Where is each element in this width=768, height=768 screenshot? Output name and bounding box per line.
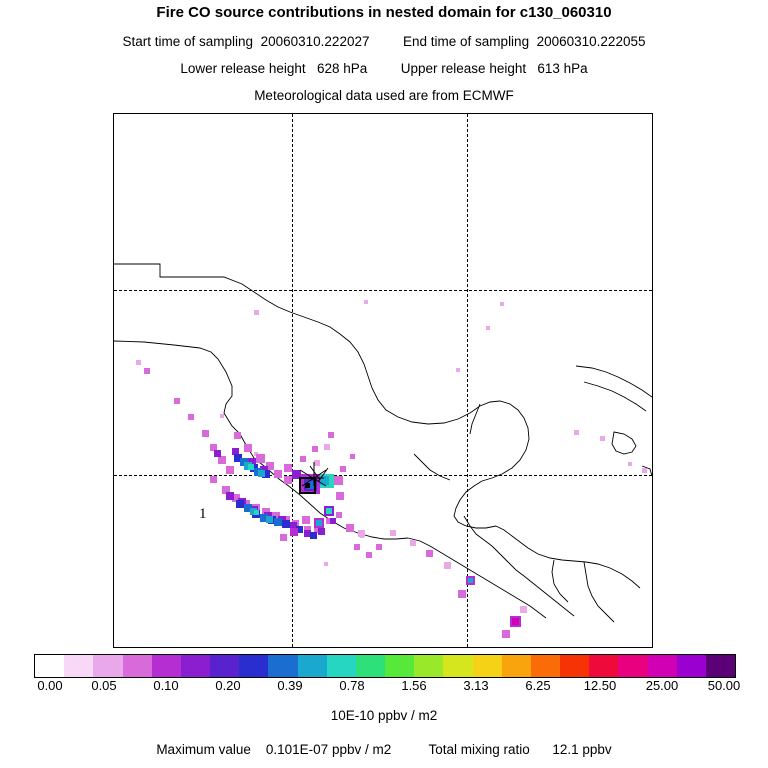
page-title: Fire CO source contributions in nested domain for c130_060310 — [156, 4, 612, 21]
colorbar-swatch — [123, 655, 152, 677]
colorbar-tick: 0.39 — [277, 678, 303, 693]
colorbar-swatch — [618, 655, 647, 677]
colorbar — [34, 654, 736, 678]
colorbar-tick: 0.20 — [215, 678, 241, 693]
colorbar-swatch — [443, 655, 472, 677]
end-time-value: 20060310.222055 — [536, 34, 646, 49]
colorbar-swatch — [210, 655, 239, 677]
start-time-value: 20060310.222027 — [260, 34, 370, 49]
footer-stats — [0, 742, 768, 757]
colorbar-unit-label: 10E-10 ppbv / m2 — [330, 708, 438, 723]
colorbar-swatch — [181, 655, 210, 677]
maximum-value: 0.101E-07 ppbv / m2 — [265, 742, 392, 757]
colorbar-swatch — [64, 655, 93, 677]
release-location-marker — [299, 477, 316, 494]
colorbar-swatch — [152, 655, 181, 677]
colorbar-tick: 1.56 — [401, 678, 427, 693]
colorbar-tick: 3.13 — [463, 678, 489, 693]
maximum-value-label: Maximum value — [156, 742, 251, 757]
colorbar-tick: 0.10 — [153, 678, 179, 693]
colorbar-swatch — [473, 655, 502, 677]
map-annotation-1: 1 — [199, 506, 207, 522]
colorbar-swatch — [560, 655, 589, 677]
start-time-label: Start time of sampling — [122, 34, 254, 49]
colorbar-tick-labels — [0, 678, 768, 694]
colorbar-swatch — [414, 655, 443, 677]
colorbar-tick: 25.00 — [645, 678, 679, 693]
colorbar-tick: 0.00 — [37, 678, 63, 693]
colorbar-swatch — [706, 655, 735, 677]
colorbar-tick: 0.78 — [339, 678, 365, 693]
colorbar-tick: 6.25 — [525, 678, 551, 693]
colorbar-swatch — [356, 655, 385, 677]
colorbar-swatch — [298, 655, 327, 677]
colorbar-swatch — [531, 655, 560, 677]
upper-release-value: 613 hPa — [537, 61, 588, 76]
fire-contribution-pixels — [136, 300, 647, 638]
colorbar-tick: 12.50 — [583, 678, 617, 693]
sampling-time-line — [0, 34, 768, 49]
total-mixing-ratio-value: 12.1 ppbv — [552, 742, 612, 757]
colorbar-swatch — [35, 655, 64, 677]
colorbar-swatch — [648, 655, 677, 677]
map-panel — [113, 113, 653, 648]
colorbar-tick: 50.00 — [707, 678, 741, 693]
release-height-line — [0, 61, 768, 76]
meteo-source-line: Meteorological data used are from ECMWF — [254, 88, 514, 103]
colorbar-swatch — [327, 655, 356, 677]
upper-release-label: Upper release height — [400, 61, 527, 76]
colorbar-swatch — [589, 655, 618, 677]
lower-release-label: Lower release height — [180, 61, 306, 76]
total-mixing-ratio-label: Total mixing ratio — [428, 742, 530, 757]
end-time-label: End time of sampling — [403, 34, 530, 49]
colorbar-swatch — [385, 655, 414, 677]
colorbar-swatch — [268, 655, 297, 677]
lower-release-value: 628 hPa — [316, 61, 368, 76]
colorbar-swatch — [677, 655, 706, 677]
colorbar-swatch — [93, 655, 122, 677]
coastline-overlay — [114, 114, 653, 648]
colorbar-swatch — [502, 655, 531, 677]
colorbar-tick: 0.05 — [91, 678, 117, 693]
colorbar-swatch — [239, 655, 268, 677]
